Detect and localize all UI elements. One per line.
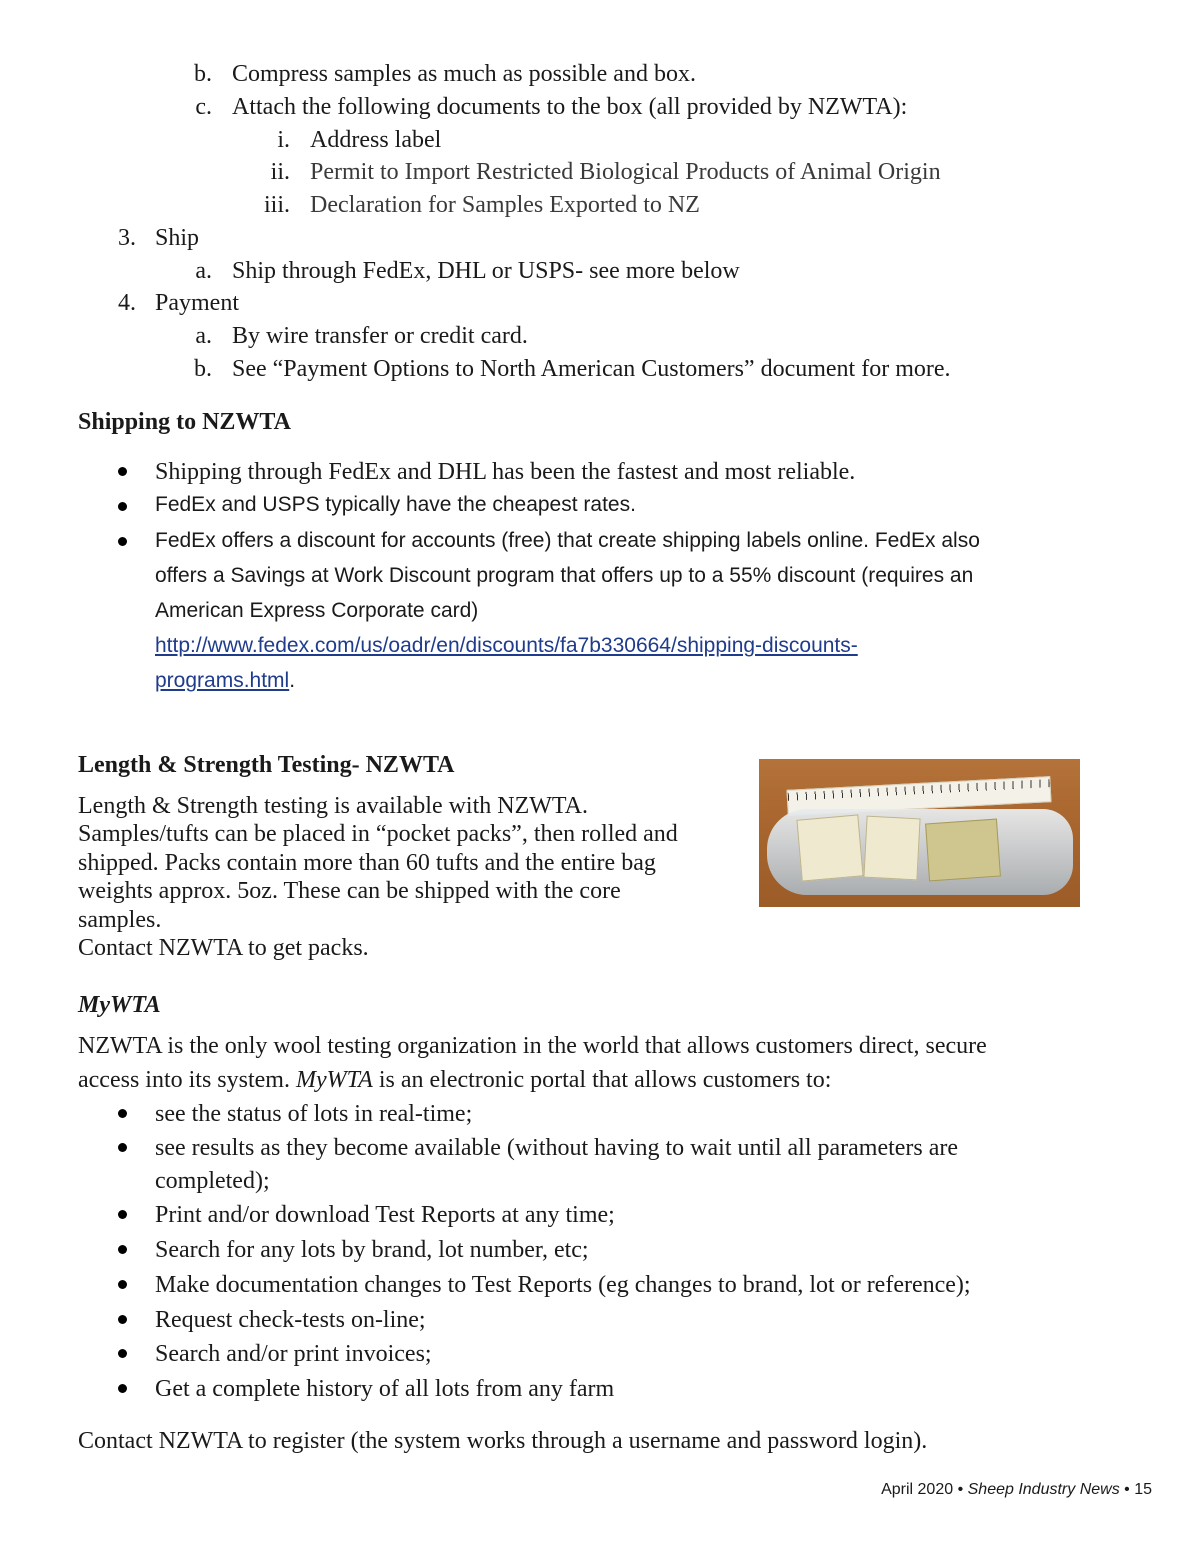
list-marker: a. [195,258,212,284]
list-item: Search for any lots by brand, lot number, etc; [155,1237,589,1263]
bullet-icon [118,1109,127,1118]
list-item: FedEx offers a discount for accounts (free) that create shipping labels online. FedEx also [155,529,980,552]
fedex-link-cont[interactable]: programs.html [155,669,290,692]
list-item: Search and/or print invoices; [155,1341,432,1367]
list-item-cont: offers a Savings at Work Discount program that offers up to a 55% discount (requires an [155,564,974,587]
document-item: Permit to Import Restricted Biological Products of Animal Origin [310,159,941,185]
list-item: Print and/or download Test Reports at any time; [155,1202,615,1228]
step-ship: Ship [155,225,200,251]
list-marker: ii. [270,159,290,185]
step-text: Attach the following documents to the box (all provided by NZWTA): [232,94,908,120]
step-text: See “Payment Options to North American Customers” document for more. [232,356,951,382]
footer-page-number: • 15 [1119,1481,1152,1498]
bullet-icon [118,1315,127,1324]
section-heading: Length & Strength Testing- NZWTA [78,752,455,778]
step-text: Ship through FedEx, DHL or USPS- see more below [232,258,740,284]
pocket-pack-photo [759,759,1080,907]
list-marker: a. [195,323,212,349]
step-text: By wire transfer or credit card. [232,323,528,349]
mywta-term: MyWTA [295,1067,373,1093]
list-item: Get a complete history of all lots from any farm [155,1376,615,1402]
list-marker: c. [195,94,212,120]
footer-date: April 2020 • [881,1481,968,1498]
bullet-icon [118,1245,127,1254]
paragraph-line: Length & Strength testing is available with NZWTA. [78,793,588,819]
bullet-icon [118,1143,127,1152]
list-marker: b. [194,356,212,382]
page-footer [881,1480,1152,1499]
link-period: . [289,669,296,692]
footer-publication: Sheep Industry News [967,1481,1120,1498]
list-item-cont: completed); [155,1168,270,1194]
list-item: see the status of lots in real-time; [155,1101,473,1127]
list-item: Shipping through FedEx and DHL has been the fastest and most reliable. [155,459,856,485]
paragraph-text: is an electronic portal that allows customers to: [372,1067,832,1093]
list-item: Make documentation changes to Test Reports (eg changes to brand, lot or reference); [155,1272,971,1298]
list-item: Request check-tests on-line; [155,1307,426,1333]
step-text: Compress samples as much as possible and box. [232,61,696,87]
document-item: Address label [310,127,442,153]
paragraph-line: shipped. Packs contain more than 60 tufts and the entire bag [78,850,656,876]
paragraph-line: samples. [78,907,162,933]
list-item: see results as they become available (without having to wait until all parameters are [155,1135,959,1161]
list-item: FedEx and USPS typically have the cheapest rates. [155,493,636,516]
paragraph-line: weights approx. 5oz. These can be shipped with the core [78,878,621,904]
bullet-icon [118,1280,127,1289]
bullet-icon [118,1210,127,1219]
list-marker: iii. [263,192,290,218]
bullet-icon [118,1349,127,1358]
list-marker: 3. [118,225,136,251]
list-item-cont: American Express Corporate card) [155,599,479,622]
list-marker: i. [277,127,290,153]
bullet-icon [118,1384,127,1393]
step-payment: Payment [155,290,239,316]
section-heading: Shipping to NZWTA [78,409,291,435]
bullet-icon [118,502,127,511]
list-marker: b. [194,61,212,87]
pack-label-shape [796,814,863,881]
paragraph-line: NZWTA is the only wool testing organization in the world that allows customers direct, secure [78,1033,987,1059]
paragraph-text: access into its system. [78,1067,296,1093]
document-item: Declaration for Samples Exported to NZ [310,192,700,218]
paragraph-line: Samples/tufts can be placed in “pocket packs”, then rolled and [78,821,678,847]
list-marker: 4. [118,290,136,316]
closing-paragraph: Contact NZWTA to register (the system works through a username and password login). [78,1428,928,1454]
section-heading: MyWTA [78,992,161,1018]
fedex-link[interactable]: http://www.fedex.com/us/oadr/en/discounts/fa7b330664/shipping-discounts- [155,634,858,657]
bullet-icon [118,467,127,476]
pack-label-shape [863,816,920,881]
bullet-icon [118,537,127,546]
pack-label-shape [925,819,1001,882]
paragraph-line: Contact NZWTA to get packs. [78,935,369,961]
